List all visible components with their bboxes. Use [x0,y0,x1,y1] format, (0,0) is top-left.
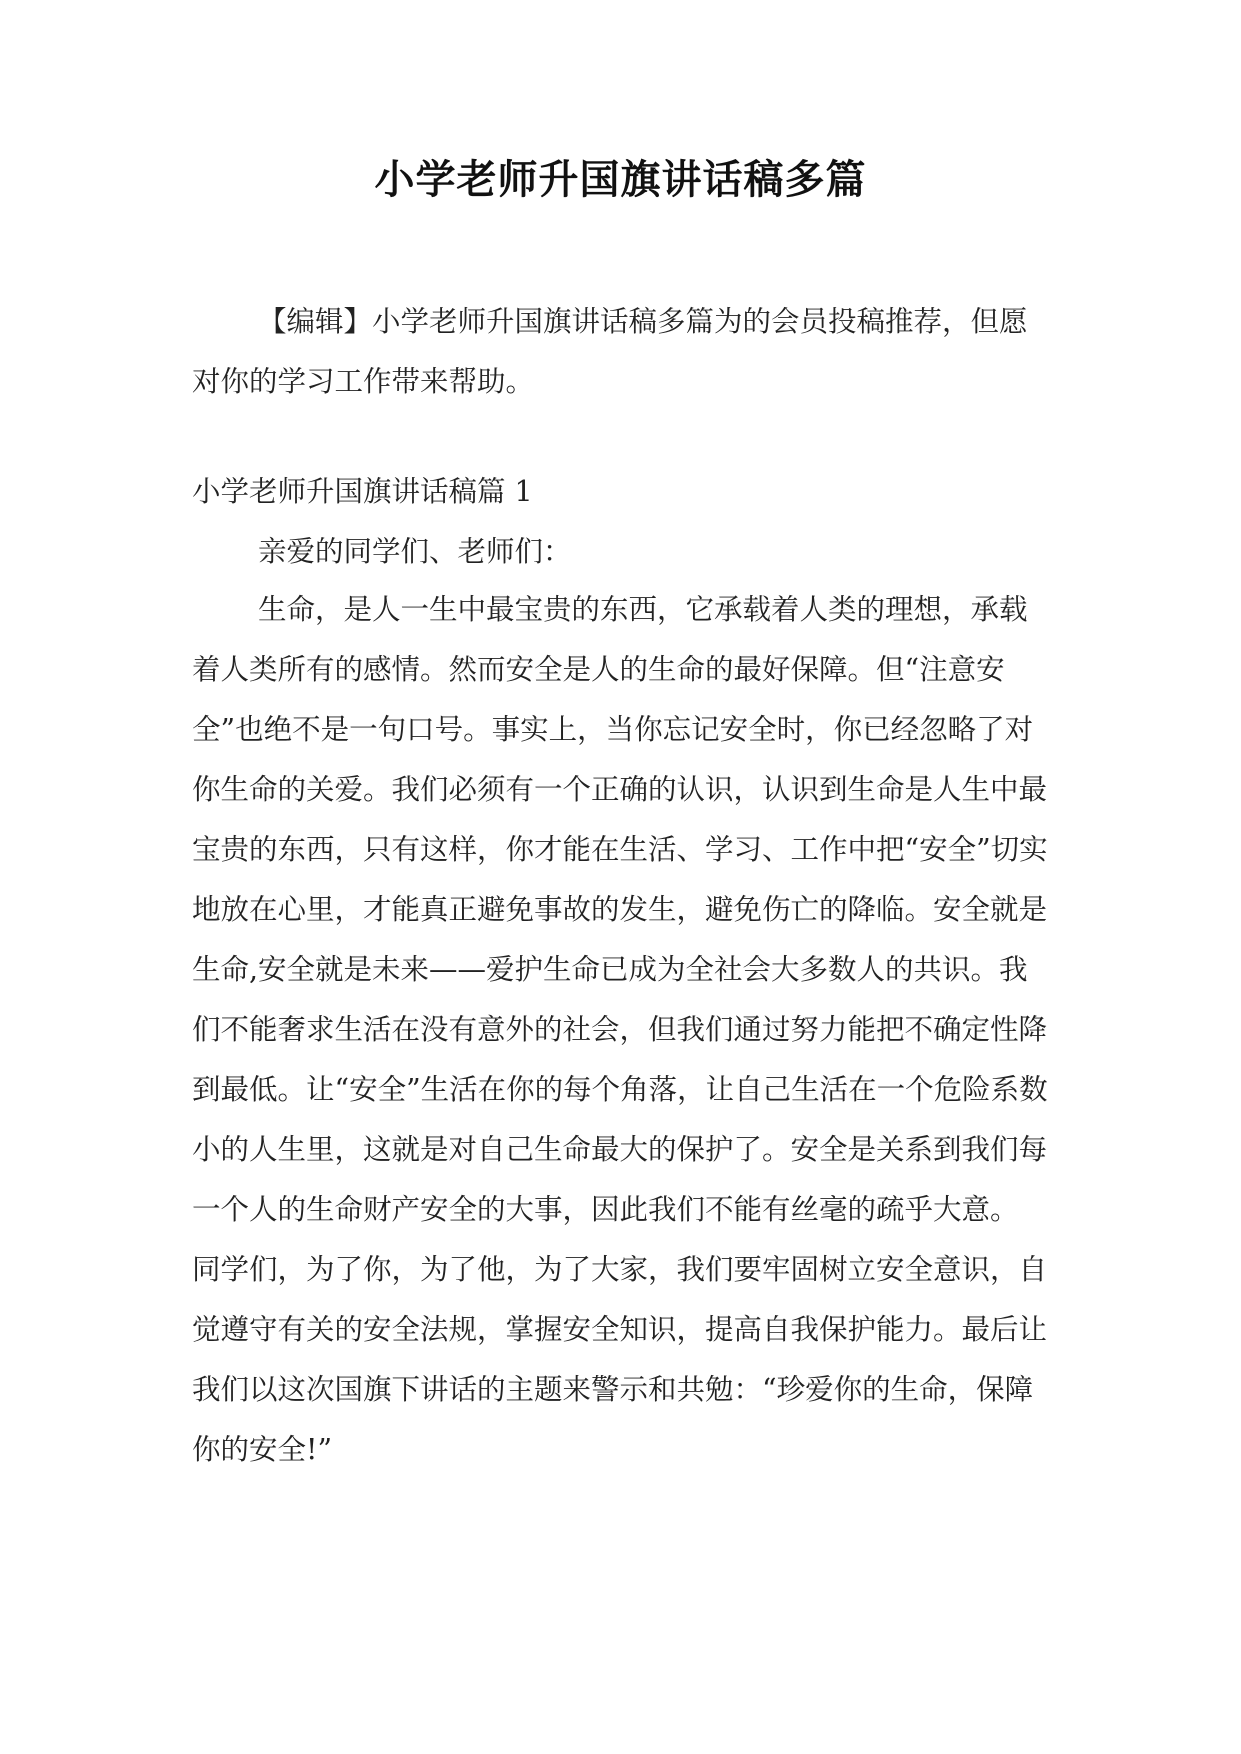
intro-block [192,292,1052,412]
greeting-text: 亲爱的同学们、老师们： [258,535,572,568]
document-title: 小学老师升国旗讲话稿多篇 [374,157,867,203]
intro-paragraph: 【编辑】小学老师升国旗讲话稿多篇为的会员投稿推荐，但愿对你的学习工作带来帮助。 [192,305,1028,398]
greeting-block [192,522,1052,582]
body-block [192,580,1052,1480]
section-heading: 小学老师升国旗讲话稿篇 1 [192,475,533,508]
body-paragraph: 生命，是人一生中最宝贵的东西，它承载着人类的理想，承载着人类所有的感情。然而安全是人的生命的最好保障。但“注意安全”也绝不是一句口号。事实上，当你忘记安全时，你已经忽略了对你生命的关爱。我们必须有一个正确的认识，认识到生命是人生中最宝贵的东西，只有这样，你才能在生活、学习、工作中把“安全”切实地放在心里，才能真正避免事故的发生，避免伤亡的降临。安全就是生命,安全就是未来——爱护生命已成为全社会大多数人的共识。我们不能奢求生活在没有意外的社会，但我们通过努力能把不确定性降到最低。让“安全”生活在你的每个角落，让自己生活在一个危险系数小的人生里，这就是对自己生命最大的保护了。安全是关系到我们每一个人的生命财产安全的大事，因此我们不能有丝毫的疏乎大意。 同学们，为了你，为了他，为了大家，我们要牢固树立安全意识，自觉遵守有关的安全法规，掌握安全知识，提高自我保护能力。最后让我们以这次国旗下讲话的主题来警示和共勉：“珍爱你的生命，保障你的安全!” [192,593,1048,1466]
section-heading-block [192,462,1052,522]
